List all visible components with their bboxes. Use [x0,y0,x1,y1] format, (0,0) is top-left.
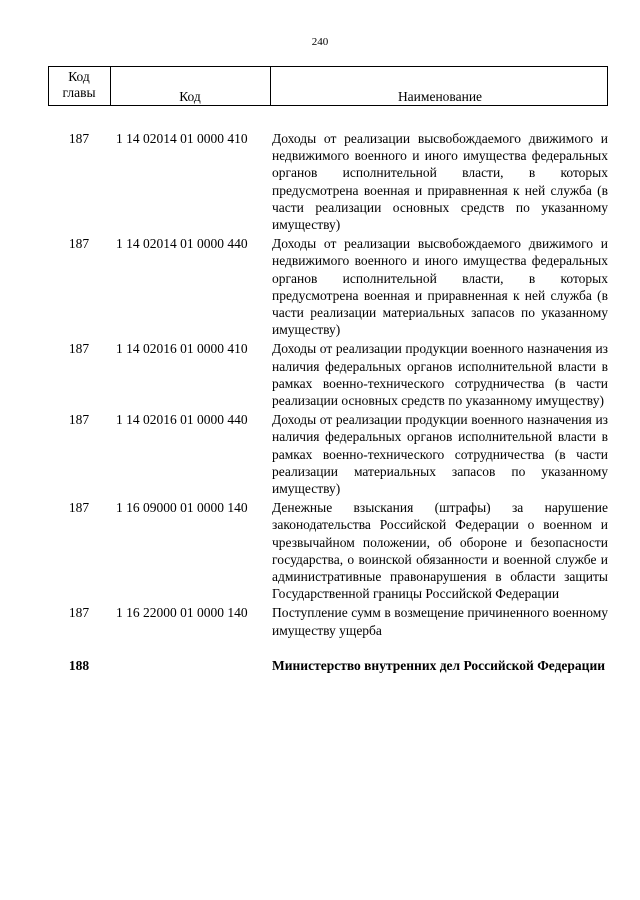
budget-code: 1 14 02016 01 0000 410 [116,341,248,357]
section-row [48,657,608,674]
table-row [48,411,608,497]
table-body [48,130,608,676]
row-name: Доходы от реализации высвобождаемого движимого и недвижимого военного и иного имущества федеральных органов исполнительной власти, в которых предусмотрена военная и приравненная к ней служба (в части реализации основных средств по указанному имуществу) [272,131,608,233]
page-number: 240 [311,36,329,48]
row-name: Доходы от реализации продукции военного назначения из наличия федеральных органов исполнительной власти в рамках военно-технического сотрудничества (в части реализации материальных запасов по указанному имуществу) [272,412,608,497]
budget-code: 1 14 02016 01 0000 440 [116,412,248,428]
row-name: Доходы от реализации продукции военного назначения из наличия федеральных органов исполнительной власти в рамках военно-технического сотрудничества (в части реализации основных средств по указанному имуществу) [272,341,608,409]
row-name: Поступление сумм в возмещение причиненного военному имуществу ущерба [272,605,608,638]
table-row [48,235,608,338]
header-chapter-code-line1: Код [68,69,90,84]
header-divider [270,67,271,105]
chapter-code: 187 [68,412,90,428]
header-name: Наименование [397,89,483,104]
chapter-code: 187 [68,236,90,252]
table-row [48,130,608,233]
table-header [48,66,608,106]
budget-code: 1 14 02014 01 0000 410 [116,131,248,146]
section-name: Министерство внутренних дел Российской Федерации [272,657,606,673]
table-row [48,499,608,602]
chapter-code: 187 [68,131,90,146]
section-chapter-code: 188 [68,657,90,673]
chapter-code: 187 [68,341,90,357]
header-code: Код [179,89,201,104]
table-row [48,340,608,409]
chapter-code: 187 [68,605,90,621]
row-name: Доходы от реализации высвобождаемого движимого и недвижимого военного и иного имущества федеральных органов исполнительной власти, в которых предусмотрена военная и приравненная к ней служба (в части реализации материальных запасов по указанному имуществу) [272,236,608,338]
chapter-code: 187 [68,500,90,516]
header-chapter-code [48,69,110,101]
budget-code: 1 16 22000 01 0000 140 [116,605,248,621]
header-chapter-code-line2: главы [62,85,96,100]
budget-code: 1 16 09000 01 0000 140 [116,500,248,516]
budget-code: 1 14 02014 01 0000 440 [116,236,248,252]
row-name: Денежные взыскания (штрафы) за нарушение законодательства Российской Федерации о военном и чрезвычайном положении, об обороне и безопасности государства, о воинской обязанности и военной службе и административные правонарушения в области защиты Государственной границы Российской Федерации [272,500,608,602]
table-row [48,604,608,638]
